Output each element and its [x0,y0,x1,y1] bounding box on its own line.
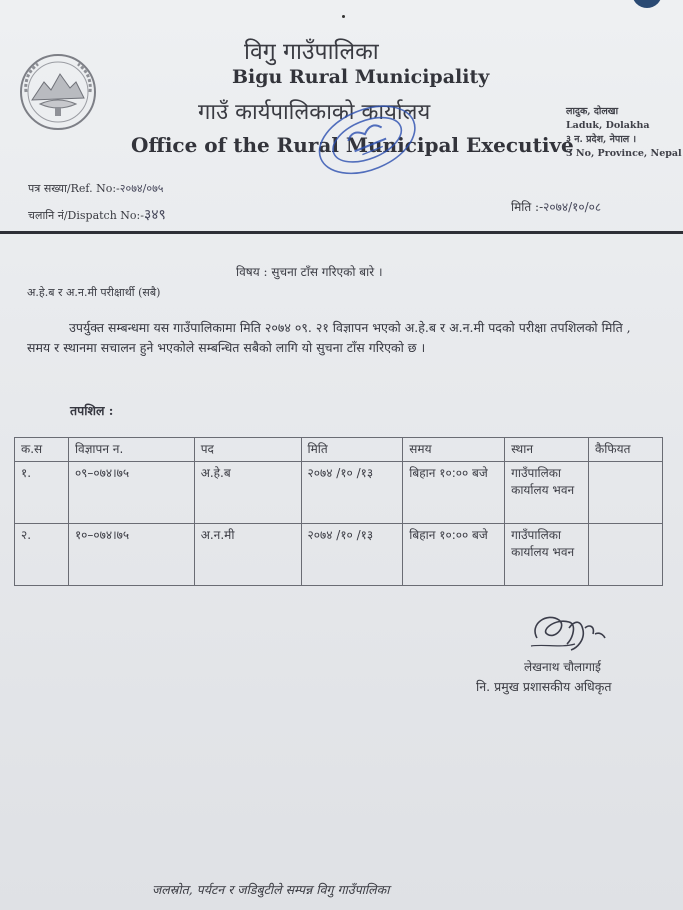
table-cell: १०–०७४।७५ [68,524,194,586]
column-header: विज्ञापन न. [68,438,194,462]
municipality-name-english: Bigu Rural Municipality [232,66,490,88]
corner-mark [632,0,662,8]
letter-body: उपर्युक्त सम्बन्धमा यस गाउँपालिकामा मिति २०७४ ०९. २१ विज्ञापन भएको अ.हे.ब र अ.न.मी पदको परीक्षा तपशिलको मिति , समय र स्थानमा सचालन हुने भएकोले सम्बन्धित सबैको लागि यो सुचना टाँस गरिएको छ । [27,320,631,355]
signer-name: लेखनाथ चौलागाई [524,660,601,674]
table-cell: २. [15,524,69,586]
table-cell: अ.न.मी [194,524,301,586]
dispatch-value: ३४९ [143,207,166,223]
table-cell [589,462,663,524]
table-row [15,462,663,524]
exam-schedule-table [14,437,663,586]
details-label: तपशिल : [70,403,114,418]
officer-signature [525,604,625,660]
table-cell: ०९–०७४।७५ [68,462,194,524]
dispatch-number [28,205,166,224]
table-cell: अ.हे.ब [194,462,301,524]
table-cell: गाउँपालिका कार्यालय भवन [505,462,589,524]
address-line: Laduk, Dolakha [566,120,650,131]
column-header: मिति [301,438,403,462]
column-header: पद [194,438,301,462]
office-stamp [308,94,426,190]
address-line: 3 No, Province, Nepal [566,148,682,159]
header-divider [0,231,683,234]
ref-value: २०७४/०७५ [119,182,164,195]
top-dot [342,15,345,18]
address-line: लादुक, दोलखा [566,106,619,117]
reference-number [28,181,164,196]
municipality-name-nepali: विगु गाउँपालिका [244,39,379,65]
footer-slogan: जलस्रोत, पर्यटन र जडिबुटीले सम्पन्न विगु गाउँपालिका [152,882,390,897]
table-header-row [15,438,663,462]
letter-subject: विषय : सुचना टाँस गरिएको बारे । [236,265,383,279]
office-name-nepali: गाउँ कार्यपालिकाको कार्यालय [198,100,431,125]
signer-title: नि. प्रमुख प्रशासकीय अधिकृत [476,679,612,694]
table-cell: २०७४ /१० /१३ [301,524,403,586]
column-header: समय [403,438,505,462]
office-name-english: Office of the Rural Municipal Executive [131,133,574,157]
column-header: क.स [15,438,69,462]
table-cell: १. [15,462,69,524]
office-address [566,105,682,161]
table-row [15,524,663,586]
table-cell: बिहान १०:०० बजे [403,524,505,586]
dispatch-label: चलानि नं/Dispatch No:- [28,209,144,222]
column-header: स्थान [505,438,589,462]
table-cell: बिहान १०:०० बजे [403,462,505,524]
table-cell: गाउँपालिका कार्यालय भवन [505,524,589,586]
date-value: २०७४/१०/०८ [543,200,602,214]
column-header: कैफियत [589,438,663,462]
table-cell: २०७४ /१० /१३ [301,462,403,524]
ref-label: पत्र सख्या/Ref. No:- [28,182,120,195]
letter-date [511,198,601,215]
table-cell [589,524,663,586]
letter-recipient: अ.हे.ब र अ.न.मी परीक्षार्थी (सबै) [27,286,161,299]
date-label: मिति :- [511,200,544,214]
address-line: ३ न. प्रदेश, नेपाल । [566,134,637,145]
government-emblem-icon [18,52,98,132]
